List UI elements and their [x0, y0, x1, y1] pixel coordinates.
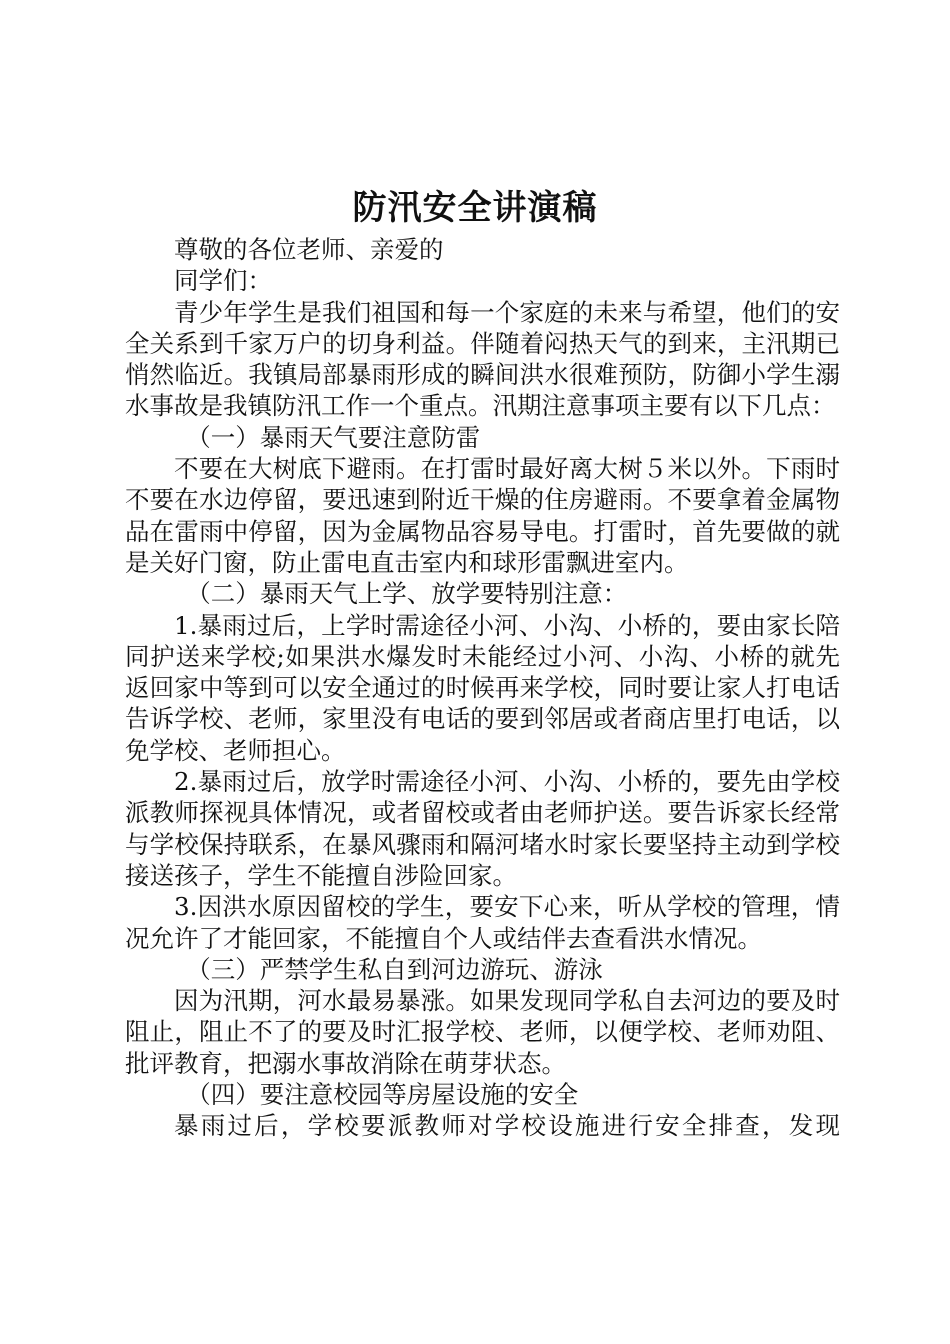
section-heading-1: （一）暴雨天气要注意防雷	[186, 422, 481, 452]
section-2-item-2: 2.暴雨过后，放学时需途径小河、小沟、小桥的，要先由学校派教师探视具体情况，或者留校或者由老师护送。要告诉家长经常与学校保持联系，在暴风骤雨和隔河堵水时家长要坚持主动到学校接送孩子，学生不能擅自涉险回家。	[125, 767, 840, 890]
document-body	[125, 234, 840, 1142]
salutation-line-2: 同学们：	[174, 266, 272, 296]
section-1-paragraph: 不要在大树底下避雨。在打雷时最好离大树５米以外。下雨时不要在水边停留，要迅速到附近干燥的住房避雨。不要拿着金属物品在雷雨中停留，因为金属物品容易导电。打雷时，首先要做的就是关好门窗，防止雷电直击室内和球形雷飘进室内。	[125, 454, 840, 577]
document-title: 防汛安全讲演稿	[352, 188, 598, 228]
section-2-item-3: 3.因洪水原因留校的学生，要安下心来，听从学校的管理，情况允许了才能回家，不能擅自个人或结伴去查看洪水情况。	[125, 892, 840, 953]
section-heading-2: （二）暴雨天气上学、放学要特别注意：	[186, 579, 628, 609]
salutation-line-1: 尊敬的各位老师、亲爱的	[174, 235, 444, 264]
intro-paragraph: 青少年学生是我们祖国和每一个家庭的未来与希望，他们的安全关系到千家万户的切身利益。伴随着闷热天气的到来，主汛期已悄然临近。我镇局部暴雨形成的瞬间洪水很难预防，防御小学生溺水事故是我镇防汛工作一个重点。汛期注意事项主要有以下几点：	[125, 297, 840, 421]
section-heading-3: （三）严禁学生私自到河边游玩、游泳	[186, 954, 603, 984]
section-3-paragraph: 因为汛期，河水最易暴涨。如果发现同学私自去河边的要及时阻止，阻止不了的要及时汇报学校、老师，以便学校、老师劝阻、批评教育，把溺水事故消除在萌芽状态。	[125, 986, 840, 1078]
section-heading-4: （四）要注意校园等房屋设施的安全	[186, 1080, 579, 1110]
section-2-item-1: 1.暴雨过后，上学时需途径小河、小沟、小桥的，要由家长陪同护送来学校;如果洪水爆发时未能经过小河、小沟、小桥的就先返回家中等到可以安全通过的时候再来学校，同时要让家人打电话告诉学校、老师，家里没有电话的要到邻居或者商店里打电话，以免学校、老师担心。	[125, 610, 840, 765]
section-4-paragraph: 暴雨过后，学校要派教师对学校设施进行安全排查，发现	[174, 1111, 840, 1141]
